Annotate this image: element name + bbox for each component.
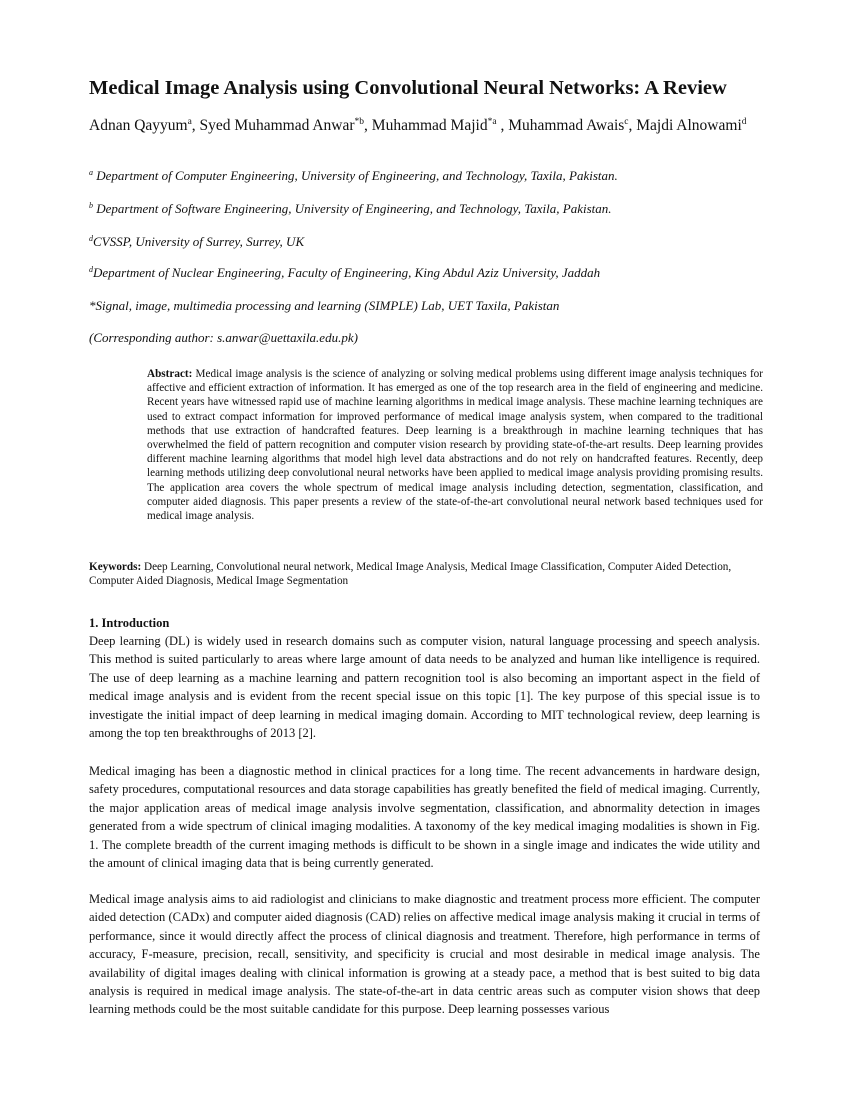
- author-separator: ,: [191, 117, 200, 134]
- corresponding-author: [89, 330, 809, 346]
- affiliation-mark: d: [89, 265, 93, 274]
- author: [636, 117, 746, 134]
- affiliation: [89, 201, 809, 217]
- abstract-label: Abstract:: [147, 368, 193, 380]
- author-name: Majdi Alnowami: [636, 117, 742, 134]
- affiliation-text: (Corresponding author: s.anwar@uettaxila.edu.pk): [89, 330, 358, 345]
- affiliation-lab: [89, 298, 809, 314]
- body-paragraph: Deep learning (DL) is widely used in research domains such as computer vision, natural language processing and speech analysis. This method is suited particularly to areas where large amount of data needs to be analyzed and human like intelligence is required. The use of deep learning as a machine learning and pattern recognition tool is also becoming an important aspect in the field of medical image analysis and is evident from the recent special issue on this topic [1]. The key purpose of this special issue is to investigate the initial impact of deep learning in medical imaging domain. According to MIT technological review, deep learning is among the top ten breakthroughs of 2013 [2].: [89, 634, 760, 741]
- author-name: Muhammad Awais: [508, 117, 625, 134]
- body-paragraph: Medical image analysis aims to aid radiologist and clinicians to make diagnostic and treatment process more efficient. The computer aided detection (CADx) and computer aided diagnosis (CAD) relies on affective medical image analysis making it crucial in terms of performance, since it would directly affect the process of clinical diagnosis and treatment. Therefore, high performance in terms of accuracy, F-measure, precision, recall, sensitivity, and specificity is crucial and most desirable in medical image analysis. The availability of digital images dealing with clinical information is growing at a steady pace, a method that is best suited to big data analysis is required in medical image analysis. The state-of-the-art in data centric areas such as computer vision shows that deep learning methods could be the most suitable candidate for this purpose. Deep learning possesses various: [89, 892, 760, 1017]
- abstract: [147, 367, 763, 523]
- body-paragraph: Medical imaging has been a diagnostic method in clinical practices for a long time. The recent advancements in hardware design, safety procedures, computational resources and data storage capabilities has greatly benefited the field of medical imaging. Currently, the major application areas of medical image analysis involve segmentation, classification, and abnormality detection in images generated from a wide spectrum of clinical imaging modalities. A taxonomy of the key medical imaging modalities is shown in Fig. 1. The complete breadth of the current imaging methods is difficult to be shown in a single image and indicates the wide utility and the amount of clinical imaging data that is being currently generated.: [89, 764, 760, 871]
- affiliation: [89, 265, 809, 281]
- affiliation: [89, 168, 809, 184]
- affiliation-text: Department of Nuclear Engineering, Faculty of Engineering, King Abdul Aziz University, Jaddah: [93, 265, 601, 280]
- author-name: Syed Muhammad Anwar: [199, 117, 355, 134]
- keywords-label: Keywords:: [89, 561, 142, 573]
- affiliation-text: CVSSP, University of Surrey, Surrey, UK: [93, 234, 305, 249]
- section-heading: 1. Introduction: [89, 616, 170, 630]
- affiliation-text: Department of Software Engineering, University of Engineering, and Technology, Taxila, Pakistan.: [93, 201, 612, 216]
- author-affiliation-mark: c: [624, 117, 629, 127]
- author-affiliation-mark: d: [741, 117, 747, 127]
- affiliation-mark: a: [89, 168, 93, 177]
- author: [200, 117, 372, 134]
- author-affiliation-mark: a: [187, 117, 192, 127]
- author: [89, 117, 200, 134]
- author: [372, 117, 508, 134]
- keywords-text: Deep Learning, Convolutional neural network, Medical Image Analysis, Medical Image Classification, Computer Aided Detection, Computer Aided Diagnosis, Medical Image Segmentation: [89, 561, 732, 588]
- affiliation-mark: d: [89, 234, 93, 243]
- author-name: Adnan Qayyum: [89, 117, 188, 134]
- author-affiliation-mark: *a: [487, 117, 497, 127]
- affiliation-mark: b: [89, 201, 93, 210]
- keywords: [89, 560, 756, 588]
- author: [508, 117, 636, 134]
- author-name: Muhammad Majid: [371, 117, 488, 134]
- affiliation: [89, 234, 809, 250]
- author-separator: ,: [496, 117, 509, 134]
- author-separator: ,: [364, 117, 372, 134]
- author-list: [89, 117, 829, 135]
- author-separator: ,: [628, 117, 637, 134]
- abstract-text: Medical image analysis is the science of analyzing or solving medical problems using different image analysis techniques for affective and efficient extraction of information. It has emerged as one of the top research area in the field of engineering and medicine. Recent years have witnessed rapid use of machine learning algorithms in medical image analysis. These machine learning techniques are used to extract compact information for improved performance of medical image analysis system, when compared to the traditional methods that use extraction of handcrafted features. Deep learning is a breakthrough in machine learning techniques that has overwhelmed the field of pattern recognition and computer vision research by providing state-of-the-art results. Deep learning provides different machine learning algorithms that model high level data abstractions and do not rely on handcrafted features. Recently, deep learning methods utilizing deep convolutional neural networks have been applied to medical image analysis providing promising results. The application area covers the whole spectrum of medical image analysis including detection, segmentation, classification, and computer aided diagnosis. This paper presents a review of the state-of-the-art convolutional neural network based techniques used for medical image analysis.: [147, 368, 763, 523]
- affiliation-text: Department of Computer Engineering, University of Engineering, and Technology, Taxila, Pakistan.: [93, 168, 618, 183]
- author-affiliation-mark: *b: [354, 117, 365, 127]
- paper-title: Medical Image Analysis using Convolutional Neural Networks: A Review: [89, 77, 727, 99]
- affiliation-text: *Signal, image, multimedia processing and learning (SIMPLE) Lab, UET Taxila, Pakistan: [89, 298, 560, 313]
